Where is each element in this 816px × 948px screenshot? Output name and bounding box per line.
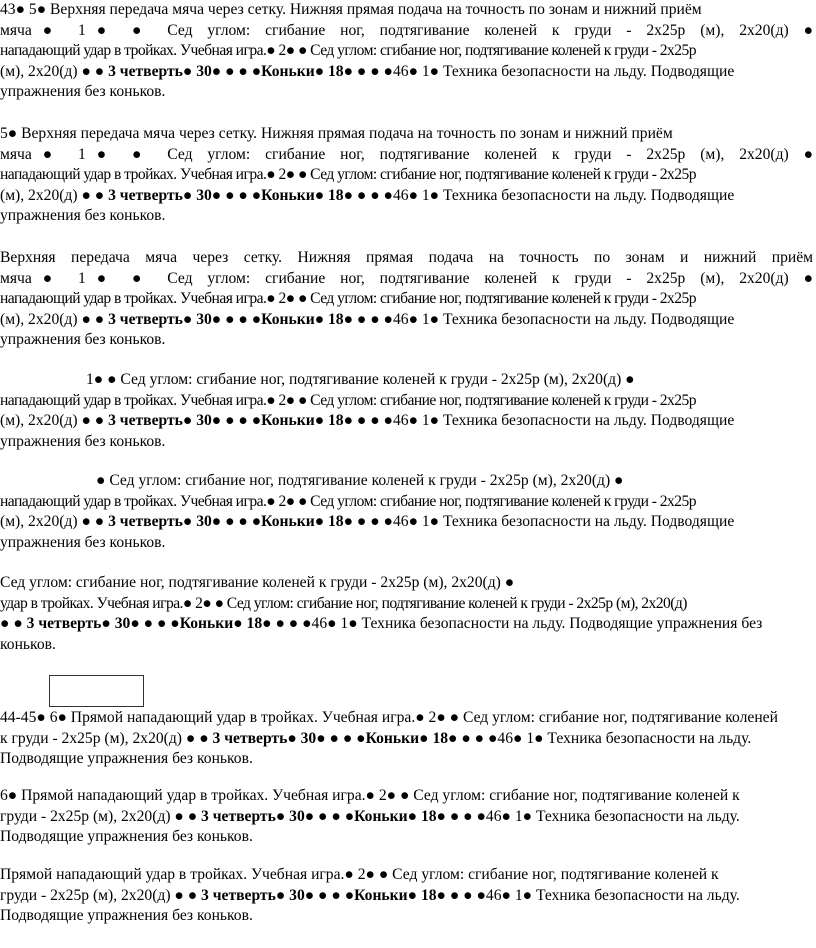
- text-line: мяча● 1● ● Сед углом: сгибание ног, подтягивание коленей к груди - 2х25р (м), 2х20(д) ●: [0, 21, 813, 39]
- text-line: нападающий удар в тройках. Учебная игра.● 2● ● Сед углом: сгибание ног, подтягивание коленей к груди - 2х25р: [0, 166, 697, 184]
- text-line: [0, 807, 813, 828]
- text-line: упражнения без коньков.: [0, 83, 166, 101]
- bold-text: 3 четверть● 30● ● ● ●Коньки● 18● ● ● ●: [201, 886, 486, 904]
- text-line: Верхняя передача мяча через сетку. Нижняя прямая подача на точность по зонам и нижний приём: [0, 249, 813, 266]
- text-line: [0, 614, 813, 635]
- text-span: груди - 2х25р (м), 2х20(д) ● ●: [0, 807, 202, 825]
- text-line: Подводящие упражнения без коньков.: [0, 828, 253, 846]
- text-line: 1● ● Сед углом: сгибание ног, подтягивание коленей к груди - 2х25р (м), 2х20(д) ●: [86, 371, 635, 388]
- paragraph-1: [0, 0, 813, 103]
- text-line: коньков.: [0, 635, 56, 653]
- bold-text: 3 четверть● 30● ● ● ●Коньки● 18● ● ● ●: [26, 615, 312, 633]
- paragraph-4: [0, 370, 813, 452]
- text-line: Подводящие упражнения без коньков.: [0, 907, 253, 925]
- paragraph-6: [0, 573, 813, 655]
- text-span: (м), 2х20(д) ● ●: [0, 412, 109, 430]
- paragraph-9: [0, 865, 813, 927]
- text-line: 6● Прямой нападающий удар в тройках. Учебная игра.● 2● ● Сед углом: сгибание ног, подтягивание коленей к: [0, 787, 740, 804]
- text-line: [0, 411, 813, 432]
- bold-text: 3 четверть● 30● ● ● ●Коньки● 18● ● ● ●: [108, 62, 393, 80]
- text-span: к груди - 2х25р (м), 2х20(д) ● ●: [0, 729, 213, 747]
- paragraph-7: [0, 708, 813, 770]
- text-line: [0, 186, 813, 207]
- text-line: Сед углом: сгибание ног, подтягивание коленей к груди - 2х25р (м), 2х20(д) ●: [0, 574, 515, 591]
- text-line: [0, 729, 813, 750]
- text-span: 46● 1● Техника безопасности на льду. Подводящие: [392, 310, 735, 328]
- text-line: упражнения без коньков.: [0, 432, 166, 450]
- text-line: нападающий удар в тройках. Учебная игра.● 2● ● Сед углом: сгибание ног, подтягивание коленей к груди - 2х25р: [0, 391, 697, 409]
- text-span: (м), 2х20(д) ● ●: [0, 513, 109, 531]
- text-line: мяча● 1● ● Сед углом: сгибание ног, подтягивание коленей к груди - 2х25р (м), 2х20(д) ●: [0, 145, 813, 163]
- text-span: 46● 1● Техника безопасности на льду. Подводящие: [392, 62, 735, 80]
- text-span: 46● 1● Техника безопасности на льду. Подводящие: [392, 513, 735, 531]
- bold-text: 3 четверть● 30● ● ● ●Коньки● 18● ● ● ●: [201, 807, 486, 825]
- bold-text: 3 четверть● 30● ● ● ●Коньки● 18● ● ● ●: [212, 729, 498, 747]
- text-line: удар в тройках. Учебная игра.● 2● ● Сед углом: сгибание ног, подтягивание коленей к груди - 2х25р (м), 2х20(д): [0, 594, 687, 612]
- text-span: груди - 2х25р (м), 2х20(д) ● ●: [0, 886, 202, 904]
- text-line: [0, 310, 813, 331]
- text-span: (м), 2х20(д) ● ●: [0, 62, 109, 80]
- text-span: 46● 1● Техника безопасности на льду.: [485, 807, 740, 825]
- paragraph-3: [0, 248, 813, 351]
- text-line: [0, 886, 813, 907]
- bold-text: 3 четверть● 30● ● ● ●Коньки● 18● ● ● ●: [108, 513, 393, 531]
- text-line: ● Сед углом: сгибание ног, подтягивание коленей к груди - 2х25р (м), 2х20(д) ●: [96, 472, 624, 489]
- text-line: Прямой нападающий удар в тройках. Учебная игра.● 2● ● Сед углом: сгибание ног, подтягивание коленей к: [0, 866, 719, 883]
- paragraph-8: [0, 786, 813, 848]
- bold-text: 3 четверть● 30● ● ● ●Коньки● 18● ● ● ●: [108, 412, 393, 430]
- text-line: [0, 512, 813, 533]
- text-span: ● ●: [0, 615, 27, 633]
- text-line: мяча● 1● ● Сед углом: сгибание ног, подтягивание коленей к груди - 2х25р (м), 2х20(д) ●: [0, 269, 813, 287]
- empty-frame: [49, 675, 144, 707]
- text-line: нападающий удар в тройках. Учебная игра.● 2● ● Сед углом: сгибание ног, подтягивание коленей к груди - 2х25р: [0, 290, 697, 308]
- paragraph-2: [0, 124, 813, 227]
- text-span: 46● 1● Техника безопасности на льду.: [497, 729, 752, 747]
- bold-text: 3 четверть● 30● ● ● ●Коньки● 18● ● ● ●: [108, 186, 393, 204]
- text-line: нападающий удар в тройках. Учебная игра.● 2● ● Сед углом: сгибание ног, подтягивание коленей к груди - 2х25р: [0, 492, 697, 510]
- paragraph-5: [0, 471, 813, 553]
- text-line: 44-45● 6● Прямой нападающий удар в тройках. Учебная игра.● 2● ● Сед углом: сгибание ног, подтягивание коленей: [0, 709, 778, 726]
- text-span: (м), 2х20(д) ● ●: [0, 310, 109, 328]
- text-span: 46● 1● Техника безопасности на льду. Подводящие: [392, 412, 735, 430]
- text-line: упражнения без коньков.: [0, 533, 166, 551]
- text-span: 46● 1● Техника безопасности на льду. Подводящие: [392, 186, 735, 204]
- text-line: 5● Верхняя передача мяча через сетку. Нижняя прямая подача на точность по зонам и нижний приём: [0, 125, 673, 142]
- bold-text: 3 четверть● 30● ● ● ●Коньки● 18● ● ● ●: [108, 310, 393, 328]
- text-span: 46● 1● Техника безопасности на льду.: [485, 886, 740, 904]
- text-line: нападающий удар в тройках. Учебная игра.● 2● ● Сед углом: сгибание ног, подтягивание коленей к груди - 2х25р: [0, 42, 697, 60]
- text-line: упражнения без коньков.: [0, 331, 166, 349]
- text-line: Подводящие упражнения без коньков.: [0, 750, 253, 768]
- text-line: упражнения без коньков.: [0, 207, 166, 225]
- text-line: [0, 62, 813, 83]
- text-span: (м), 2х20(д) ● ●: [0, 186, 109, 204]
- text-span: 46● 1● Техника безопасности на льду. Подводящие упражнения без: [311, 615, 763, 633]
- text-line: 43● 5● Верхняя передача мяча через сетку. Нижняя прямая подача на точность по зонам и нижний приём: [0, 1, 702, 18]
